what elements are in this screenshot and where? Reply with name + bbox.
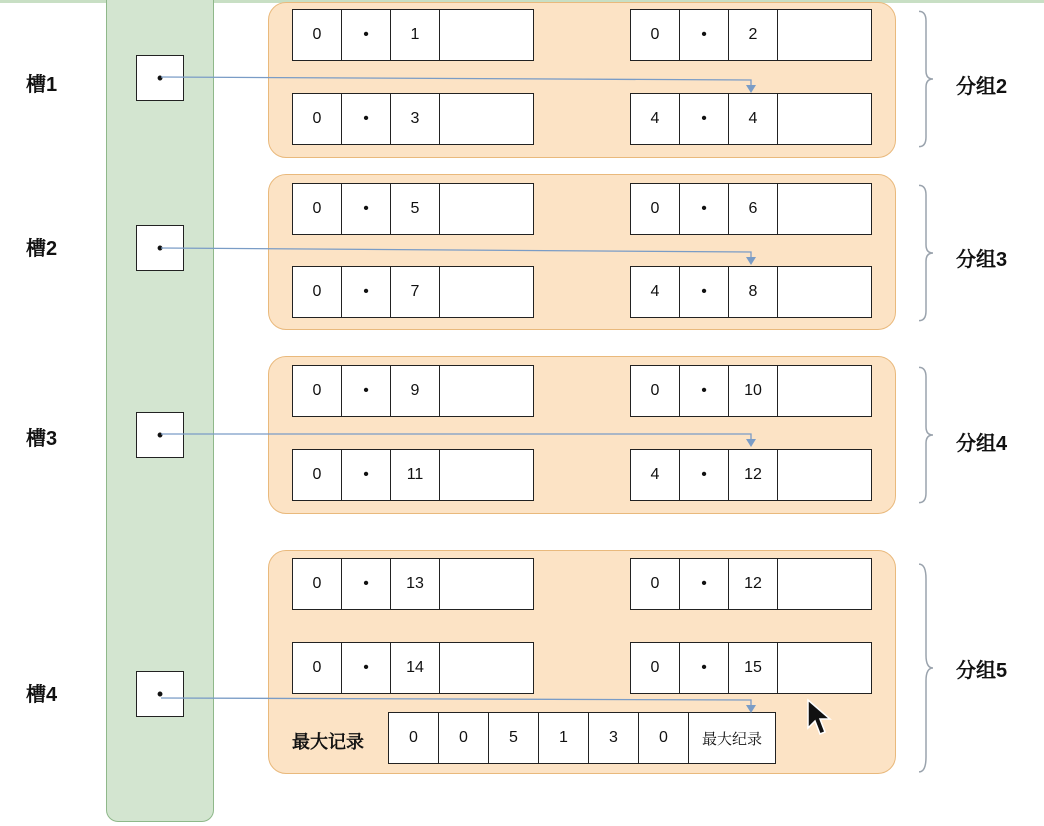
record-type-cell: 0	[631, 643, 680, 693]
group-label-4: 分组4	[956, 433, 1008, 455]
arrowhead-icon	[746, 85, 756, 93]
record-next-pointer: •	[680, 94, 729, 144]
record-next-pointer: •	[342, 366, 391, 416]
record-type-cell: 4	[631, 94, 680, 144]
record-next-pointer: •	[680, 184, 729, 234]
record-next-pointer: •	[342, 184, 391, 234]
max-record-cell: 0	[389, 713, 439, 763]
record-next-pointer: •	[680, 366, 729, 416]
record-next-pointer: •	[680, 450, 729, 500]
max-record-cell: 5	[489, 713, 539, 763]
record-key-cell: 11	[391, 450, 440, 500]
group-label-3: 分组3	[956, 249, 1008, 271]
max-record-cell: 0	[439, 713, 489, 763]
record-key-cell: 3	[391, 94, 440, 144]
max-record-label: 最大记录	[292, 732, 364, 752]
record-next-pointer: •	[342, 559, 391, 609]
record-key-cell: 9	[391, 366, 440, 416]
record-type-cell: 4	[631, 450, 680, 500]
record-key-cell: 4	[729, 94, 778, 144]
record-next-pointer: •	[342, 94, 391, 144]
record-key-cell: 2	[729, 10, 778, 60]
record-next-pointer: •	[342, 643, 391, 693]
record-next-pointer: •	[342, 450, 391, 500]
arrow-slot4-to-max-record	[161, 698, 751, 708]
record-key-cell: 1	[391, 10, 440, 60]
record-next-pointer: •	[342, 10, 391, 60]
record-key-cell: 5	[391, 184, 440, 234]
max-record-cell: 1	[539, 713, 589, 763]
arrowhead-icon	[746, 705, 756, 713]
slot-label-3: 槽3	[26, 428, 58, 450]
record-type-cell: 0	[631, 10, 680, 60]
record-key-cell: 10	[729, 366, 778, 416]
record-key-cell: 12	[729, 559, 778, 609]
record-next-pointer: •	[680, 559, 729, 609]
record-key-cell: 6	[729, 184, 778, 234]
record-type-cell: 0	[293, 94, 342, 144]
slot-pointer-1: •	[136, 55, 184, 101]
record-next-pointer: •	[680, 10, 729, 60]
record-type-cell: 4	[631, 267, 680, 317]
arrowhead-icon	[746, 257, 756, 265]
record-type-cell: 0	[293, 559, 342, 609]
record-type-cell: 0	[631, 184, 680, 234]
mouse-cursor-icon	[806, 698, 832, 738]
record-key-cell: 14	[391, 643, 440, 693]
record-key-cell: 15	[729, 643, 778, 693]
record-key-cell: 7	[391, 267, 440, 317]
group-label-5: 分组5	[956, 660, 1008, 682]
slot-label-2: 槽2	[26, 238, 58, 260]
slot-pointer-2: •	[136, 225, 184, 271]
record-next-pointer: •	[680, 267, 729, 317]
arrow-slot1-to-record4	[161, 77, 751, 88]
record-type-cell: 0	[293, 643, 342, 693]
record-next-pointer: •	[342, 267, 391, 317]
arrowhead-icon	[746, 439, 756, 447]
max-record-cell: 3	[589, 713, 639, 763]
record-type-cell: 0	[631, 559, 680, 609]
max-record-cell: 0	[639, 713, 689, 763]
record-type-cell: 0	[293, 366, 342, 416]
record-type-cell: 0	[631, 366, 680, 416]
arrow-slot3-to-record12	[161, 434, 751, 442]
max-record-cell: 最大纪录	[701, 730, 762, 748]
slot-label-4: 槽4	[26, 684, 58, 706]
record-type-cell: 0	[293, 184, 342, 234]
group-label-2: 分组2	[956, 76, 1008, 98]
slot-pointer-4: •	[136, 671, 184, 717]
record-type-cell: 0	[293, 267, 342, 317]
record-key-cell: 12	[729, 450, 778, 500]
record-type-cell: 0	[293, 450, 342, 500]
arrow-slot2-to-record8	[161, 248, 751, 260]
slot-pointer-3: •	[136, 412, 184, 458]
slot-label-1: 槽1	[26, 74, 58, 96]
record-next-pointer: •	[680, 643, 729, 693]
record-key-cell: 8	[729, 267, 778, 317]
record-type-cell: 0	[293, 10, 342, 60]
record-key-cell: 13	[391, 559, 440, 609]
